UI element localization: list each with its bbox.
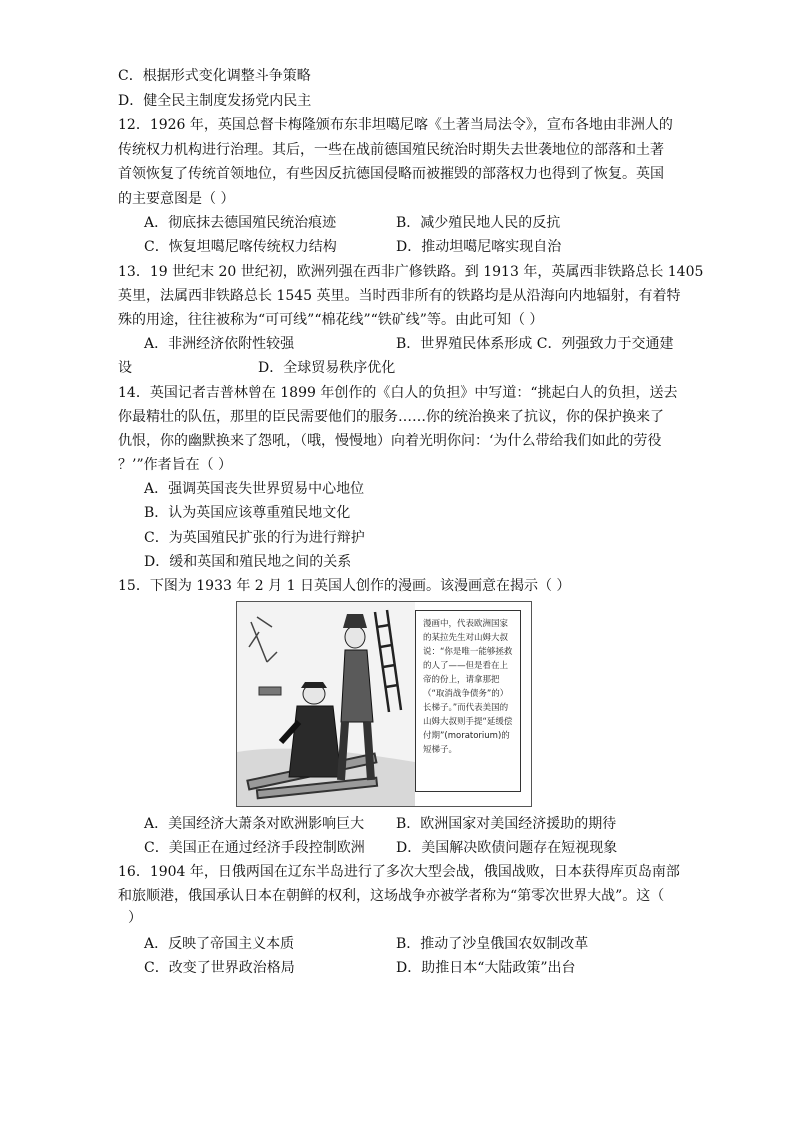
q11-option-d: D．健全民主制度发扬党内民主: [118, 93, 312, 109]
q12-option-c: C．恢复坦噶尼喀传统权力结构: [144, 239, 337, 255]
q16-option-d: D．助推日本“大陆政策”出台: [396, 960, 576, 976]
q15-option-b: B．欧洲国家对美国经济援助的期待: [396, 816, 617, 832]
q14-stem-line-2: 你最精壮的队伍，那里的臣民需要他们的服务……你的统治换来了抗议，你的保护换来了: [118, 409, 664, 425]
q15-option-c: C．美国正在通过经济手段控制欧洲: [144, 840, 365, 856]
q14-option-b: B．认为英国应该尊重殖民地文化: [144, 505, 351, 521]
q14-option-a: A．强调英国丧失世界贸易中心地位: [144, 481, 365, 497]
q16-option-b: B．推动了沙皇俄国农奴制改革: [396, 936, 589, 952]
q16-stem-line-3: ）: [128, 910, 142, 926]
q15-stem: 15．下图为 1933 年 2 月 1 日英国人创作的漫画。该漫画意在揭示（ ）: [118, 578, 571, 594]
q12-option-d: D．推动坦噶尼喀实现自治: [396, 239, 562, 255]
q12-stem-line-1: 12．1926 年，英国总督卡梅隆颁布东非坦噶尼喀《土著当局法令》，宣布各地由非洲人的: [118, 117, 673, 133]
q16-option-a: A．反映了帝国主义本质: [144, 936, 295, 952]
q12-option-b: B．减少殖民地人民的反抗: [396, 215, 561, 231]
q11-option-c: C．根据形式变化调整斗争策略: [118, 68, 311, 84]
q13-stem-line-3: 殊的用途，往往被称为“可可线”“棉花线”“铁矿线”等。由此可知（ ）: [118, 312, 544, 328]
q14-option-c: C．为英国殖民扩张的行为进行辩护: [144, 530, 365, 546]
q15-option-a: A．美国经济大萧条对欧洲影响巨大: [144, 816, 365, 832]
q13-stem-line-1: 13．19 世纪末 20 世纪初，欧洲列强在西非广修铁路。到 1913 年，英属西非铁路总长 1405: [118, 264, 704, 280]
cartoon-caption-text: 漫画中，代表欧洲国家的某拉先生对山姆大叔说：“你是唯一能够拯救的人了——但是看在上帝的份上，请拿那把（“取消战争债务”的）长梯子。”而代表美国的山姆大叔则手提“延缓偿付期”(moratorium)的短梯子。: [423, 619, 513, 755]
q12-stem-line-3: 首领恢复了传统首领地位，有些因反抗德国侵略而被摧毁的部落权力也得到了恢复。英国: [118, 166, 664, 182]
q14-stem-line-4: ？’”作者旨在（ ）: [118, 457, 233, 473]
cartoon-caption-box: [415, 610, 521, 792]
q13-option-b-c: B．世界殖民体系形成 C．列强致力于交通建: [396, 336, 674, 352]
q12-option-a: A．彻底抹去德国殖民统治痕迹: [144, 215, 337, 231]
q13-option-c-continued: 设: [118, 360, 132, 376]
q16-option-c: C．改变了世界政治格局: [144, 960, 295, 976]
q14-stem-line-1: 14．英国记者吉普林曾在 1899 年创作的《白人的负担》中写道：“挑起白人的负担，送去: [118, 385, 678, 401]
q13-option-d: D．全球贸易秩序优化: [258, 360, 396, 376]
q15-cartoon: [236, 601, 532, 807]
cartoon-drawing: [237, 602, 415, 806]
q14-option-d: D．缓和英国和殖民地之间的关系: [144, 554, 352, 570]
q14-stem-line-3: 仇恨，你的幽默换来了怨吼，（哦，慢慢地）向着光明你问：‘为什么带给我们如此的劳役: [118, 433, 662, 449]
q13-stem-line-2: 英里，法属西非铁路总长 1545 英里。当时西非所有的铁路均是从沿海向内地辐射，有着特: [118, 288, 681, 304]
q12-stem-line-4: 的主要意图是（ ）: [118, 191, 235, 207]
q13-option-a: A．非洲经济依附性较强: [144, 336, 295, 352]
q16-stem-line-2: 和旅顺港，俄国承认日本在朝鲜的权利，这场战争亦被学者称为“第零次世界大战”。这（: [118, 888, 665, 904]
q15-option-d: D．美国解决欧债问题存在短视现象: [396, 840, 618, 856]
q16-stem-line-1: 16．1904 年，日俄两国在辽东半岛进行了多次大型会战，俄国战败，日本获得库页岛南部: [118, 864, 680, 880]
q12-stem-line-2: 传统权力机构进行治理。其后，一些在战前德国殖民统治时期失去世袭地位的部落和土著: [118, 142, 664, 158]
